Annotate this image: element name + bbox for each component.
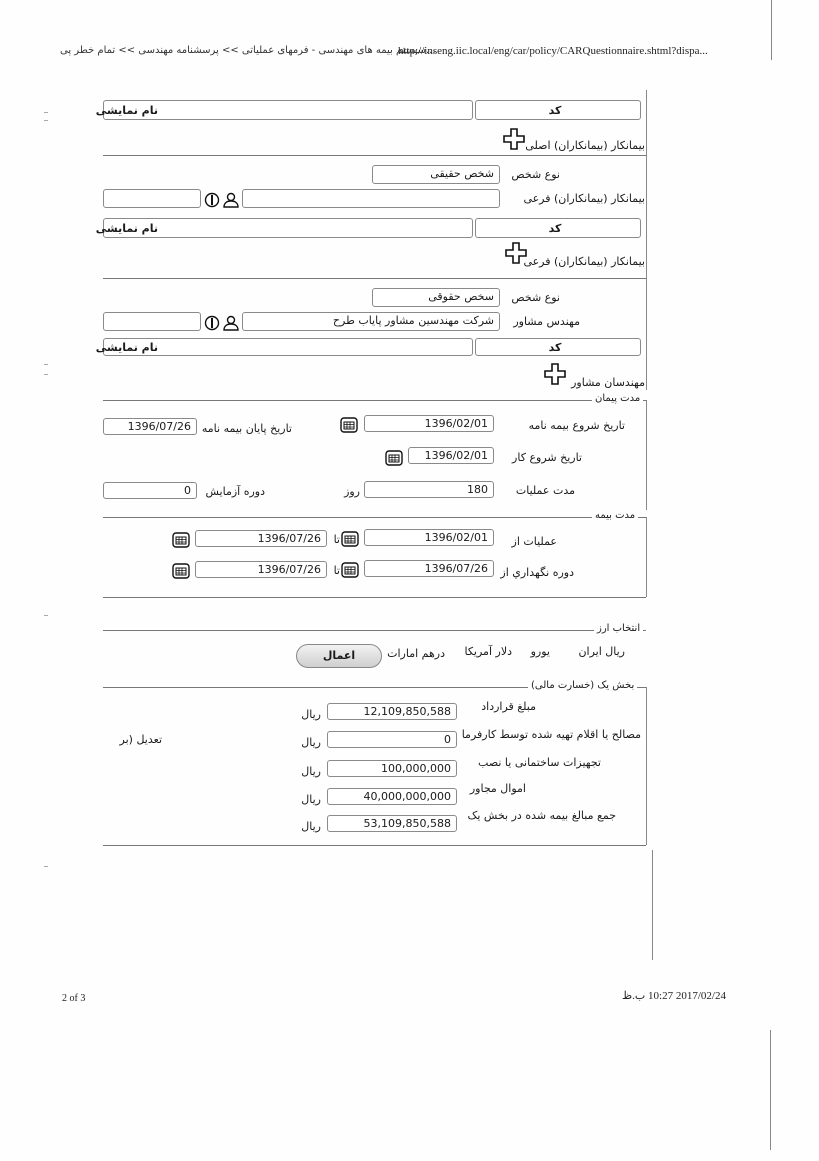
calendar-icon[interactable]	[172, 531, 190, 548]
currency-legend: انتخاب ارز	[594, 623, 643, 634]
operations-to-input[interactable]: 1396/07/26	[195, 530, 327, 547]
edge-mark	[44, 374, 48, 375]
person-type-select[interactable]: سخص حقوقی	[372, 288, 500, 307]
calendar-icon[interactable]	[341, 530, 359, 547]
contract-amount-label: مبلغ قرارداد	[481, 700, 536, 713]
maintenance-to-input[interactable]: 1396/07/26	[195, 561, 327, 578]
consulting-engineers-label: مهندسان مشاور	[571, 376, 645, 389]
page-edge-line	[770, 1030, 771, 1150]
edge-mark	[44, 364, 48, 365]
fieldset-border	[103, 845, 646, 846]
fieldset-border	[646, 400, 647, 510]
currency-option[interactable]: درهم امارات	[387, 647, 445, 660]
sub-policyholder-label: بیمانکار (بیمانکاران) فرعی	[523, 192, 645, 205]
add-main-policyholder-icon[interactable]	[503, 128, 525, 150]
operations-from-input[interactable]: 1396/02/01	[364, 529, 494, 546]
contract-amount-input[interactable]: 12,109,850,588	[327, 703, 457, 720]
to-label: تا	[333, 533, 340, 546]
section-one-legend: بخش یک (خسارت مالی)	[528, 680, 637, 691]
code-header: کد	[548, 222, 562, 235]
test-period-label: دوره آزمایش	[205, 485, 265, 498]
page-title: ...سیستم بیمه های مهندسی - فرمهای عملیاتی >> پرسشنامه مهندسی >> تمام خطر پی	[60, 45, 436, 56]
person-search-icon[interactable]	[222, 192, 240, 208]
name-header-cell	[95, 338, 473, 356]
currency-unit: ریال	[301, 708, 321, 721]
work-start-label: تاریخ شروع کار	[512, 451, 582, 464]
form-border	[646, 90, 647, 390]
calendar-icon[interactable]	[172, 562, 190, 579]
name-header: نام نمایشی	[95, 104, 158, 117]
consulting-engineer-name-input[interactable]	[103, 312, 201, 331]
adjacent-property-input[interactable]: 40,000,000,000	[327, 788, 457, 805]
currency-option[interactable]: یورو	[530, 645, 550, 658]
page-edge-line	[771, 0, 772, 60]
currency-unit: ریال	[301, 793, 321, 806]
calendar-icon[interactable]	[341, 561, 359, 578]
maintenance-from-label: دوره نگهداري از	[500, 566, 574, 579]
consulting-engineer-input[interactable]: شرکت مهندسین مشاور پایاب طرح	[242, 312, 500, 331]
currency-unit: ریال	[301, 765, 321, 778]
print-datetime: 2017/02/24 10:27 ب.ظ	[622, 990, 726, 1002]
name-header: نام نمایشی	[95, 341, 158, 354]
fieldset-border	[103, 630, 646, 631]
page-url[interactable]: http://inseng.iic.local/eng/car/policy/CARQuestionnaire.shtml?dispa...	[398, 45, 708, 57]
edge-mark	[44, 112, 48, 113]
policy-end-label: تاریخ پایان بیمه نامه	[201, 422, 292, 435]
consulting-engineer-label: مهندس مشاور	[513, 315, 580, 328]
main-policyholder-label: بیمانکار (بیمانکاران) اصلی	[525, 139, 645, 152]
edge-mark	[44, 866, 48, 867]
code-header: کد	[548, 341, 562, 354]
sub-policyholder-name-input[interactable]	[103, 189, 201, 208]
employer-materials-input[interactable]: 0	[327, 731, 457, 748]
edge-mark	[44, 120, 48, 121]
currency-unit: ریال	[301, 736, 321, 749]
insurance-period-legend: مدت بیمه	[592, 510, 638, 521]
fieldset-border	[103, 400, 646, 401]
sub-policyholder-input[interactable]	[242, 189, 500, 208]
currency-option[interactable]: دلار آمریکا	[464, 645, 512, 658]
ops-duration-input[interactable]: 180	[364, 481, 494, 498]
page-edge-line	[652, 850, 653, 960]
section-total-input[interactable]: 53,109,850,588	[327, 815, 457, 832]
policy-start-label: تاریخ شروع بیمه نامه	[528, 419, 625, 432]
add-consulting-engineer-icon[interactable]	[544, 363, 566, 385]
employer-materials-label: مصالح یا اقلام تهیه شده توسط کارفرما	[461, 728, 641, 741]
person-search-icon[interactable]	[222, 315, 240, 331]
name-header: نام نمایشی	[95, 222, 158, 235]
ops-duration-label: مدت عملیات	[515, 484, 575, 497]
clear-icon[interactable]	[204, 315, 220, 331]
code-header: کد	[548, 104, 562, 117]
fieldset-border	[646, 517, 647, 597]
contract-period-legend: مدت پیمان	[592, 393, 643, 404]
policy-end-input[interactable]: 1396/07/26	[103, 418, 197, 435]
divider	[103, 155, 646, 156]
sub-policyholder-add-label: بیمانکار (بیمانکاران) فرعی	[523, 255, 645, 268]
operations-from-label: عملیات از	[511, 535, 557, 548]
fieldset-border	[103, 597, 646, 598]
person-type-label: نوع شخص	[511, 168, 560, 181]
name-header-cell	[95, 218, 473, 238]
day-unit: روز	[344, 485, 360, 498]
edge-mark	[44, 615, 48, 616]
to-label: تا	[333, 564, 340, 577]
policy-start-input[interactable]: 1396/02/01	[364, 415, 494, 432]
construction-equipment-label: تجهیزات ساختمانی یا نصب	[478, 756, 601, 769]
fieldset-border	[646, 687, 647, 845]
clear-icon[interactable]	[204, 192, 220, 208]
adjustment-label: تعدیل (بر	[119, 733, 162, 746]
calendar-icon[interactable]	[340, 416, 358, 433]
work-start-input[interactable]: 1396/02/01	[408, 447, 494, 464]
maintenance-from-input[interactable]: 1396/07/26	[364, 560, 494, 577]
page-number: 2 of 3	[62, 993, 86, 1004]
currency-option[interactable]: ریال ایران	[578, 645, 625, 658]
adjacent-property-label: اموال مجاور	[469, 782, 526, 795]
divider	[103, 278, 646, 279]
person-type-label: نوع شخص	[511, 291, 560, 304]
apply-button[interactable]: اعمال	[296, 644, 382, 668]
name-header-cell	[95, 100, 473, 120]
calendar-icon[interactable]	[385, 449, 403, 466]
fieldset-border	[103, 517, 646, 518]
section-total-label: جمع مبالغ بیمه شده در بخش یک	[467, 809, 616, 822]
construction-equipment-input[interactable]: 100,000,000	[327, 760, 457, 777]
test-period-input[interactable]: 0	[103, 482, 197, 499]
currency-unit: ریال	[301, 820, 321, 833]
person-type-select[interactable]: شخص حقیقی	[372, 165, 500, 184]
